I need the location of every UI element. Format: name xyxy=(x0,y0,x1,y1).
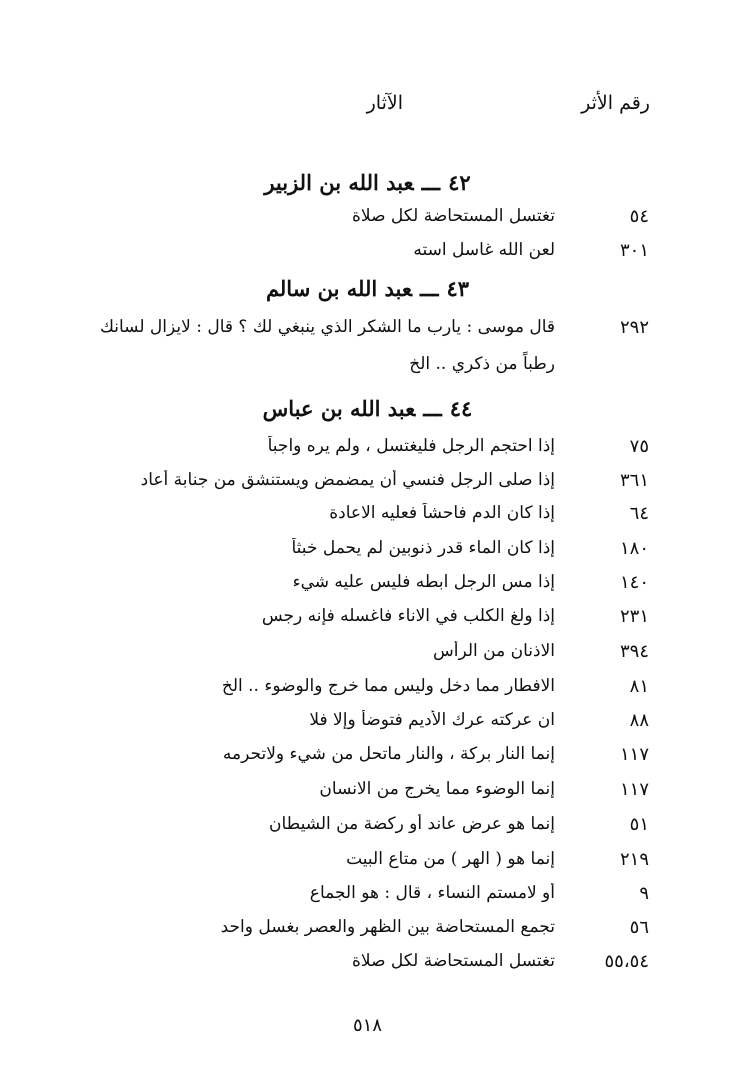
entry-row xyxy=(0,240,735,274)
entry-row xyxy=(0,206,735,240)
section-title: عبد الله بن الزبير xyxy=(264,170,414,195)
athar-text: إذا صلى الرجل فنسي أن يمضمض ويستنشق من جنابة أعاد xyxy=(140,470,555,490)
section-number: ٤٤ xyxy=(449,396,473,421)
athar-number: ١٨٠ xyxy=(619,538,649,559)
athar-number: ١١٧ xyxy=(619,744,649,765)
section-title: عبد الله بن عباس xyxy=(262,396,416,421)
athar-text: تجمع المستحاضة بين الظهر والعصر بغسل واحد xyxy=(220,917,555,937)
athar-number: ٣٠١ xyxy=(619,240,649,261)
section-heading-43 xyxy=(0,276,735,301)
athar-number: ٥١ xyxy=(629,814,649,835)
entry-row xyxy=(0,606,735,640)
entry-row xyxy=(0,710,735,744)
entry-row xyxy=(0,470,735,504)
athar-text: إذا كان الماء قدر ذنوبين لم يحمل خبثاً xyxy=(291,538,555,558)
athar-text: الافطار مما دخل وليس مما خرج والوضوء .. الخ xyxy=(221,676,555,696)
athar-number: ٩ xyxy=(639,883,649,904)
athar-number: ٢١٩ xyxy=(619,849,649,870)
athar-text: قال موسى : يارب ما الشكر الذي ينبغي لك ؟ قال : لايزال لسانك xyxy=(99,317,555,337)
athar-number: ١١٧ xyxy=(619,779,649,800)
athar-number: ٥٥،٥٤ xyxy=(604,951,649,972)
athar-number: ٥٤ xyxy=(629,206,649,227)
athar-text: إنما الوضوء مما يخرج من الانسان xyxy=(319,779,555,799)
athar-number: ٢٣١ xyxy=(619,606,649,627)
athar-text: إذا احتجم الرجل فليغتسل ، ولم يره واجباً xyxy=(267,436,555,456)
athar-number: ١٤٠ xyxy=(619,572,649,593)
athar-number: ٣٩٤ xyxy=(619,641,649,662)
entry-row xyxy=(0,779,735,813)
entry-row xyxy=(0,744,735,778)
section-heading-44 xyxy=(0,396,735,421)
section-heading-42 xyxy=(0,170,735,195)
section-title: عبد الله بن سالم xyxy=(265,276,413,301)
athar-text: الاذنان من الرأس xyxy=(433,641,555,661)
athar-text: إنما هو عرض عاند أو ركضة من الشيطان xyxy=(268,814,555,834)
entry-row xyxy=(0,951,735,985)
athar-text: أو لامستم النساء ، قال : هو الجماع xyxy=(309,883,555,903)
entry-row xyxy=(0,572,735,606)
athar-text-continuation: رطباً من ذكري .. الخ xyxy=(409,354,555,374)
athar-number: ٨١ xyxy=(629,676,649,697)
entry-row xyxy=(0,917,735,951)
athar-number: ٦٤ xyxy=(629,503,649,524)
athar-number: ٨٨ xyxy=(629,710,649,731)
athar-text: إذا مس الرجل ابطه فليس عليه شيء xyxy=(292,572,555,592)
entry-row xyxy=(0,503,735,537)
athar-text: تغتسل المستحاضة لكل صلاة xyxy=(352,951,555,971)
entry-row xyxy=(0,538,735,572)
athar-number: ٥٦ xyxy=(629,917,649,938)
entry-row xyxy=(0,814,735,848)
entry-row xyxy=(0,883,735,917)
athar-text: إذا ولغ الكلب في الاناء فاغسله فإنه رجس xyxy=(261,606,555,626)
section-dash: ـــ xyxy=(423,396,442,421)
section-dash: ـــ xyxy=(420,276,439,301)
entry-row xyxy=(0,436,735,470)
section-number: ٤٢ xyxy=(448,170,471,195)
athar-text: إنما النار بركة ، والنار ماتحل من شيء ولاتحرمه xyxy=(222,744,555,764)
column-header-athar: الآثار xyxy=(366,92,403,114)
athar-text: لعن الله غاسل استه xyxy=(413,240,555,260)
entry-row xyxy=(0,849,735,883)
athar-text: إذا كان الدم فاحشاً فعليه الاعادة xyxy=(329,503,555,523)
athar-number: ٢٩٢ xyxy=(619,317,649,338)
section-number: ٤٣ xyxy=(446,276,470,301)
entry-row xyxy=(0,641,735,675)
athar-text: تغتسل المستحاضة لكل صلاة xyxy=(352,206,555,226)
entry-row xyxy=(0,317,735,351)
athar-text: ان عركته عرك الأديم فتوضأ وإلا فلا xyxy=(309,710,555,730)
column-header-number: رقم الأثر xyxy=(581,92,650,114)
athar-number: ٣٦١ xyxy=(619,470,649,491)
page-number: ٥١٨ xyxy=(352,1015,382,1036)
athar-text: إنما هو ( الهر ) من متاع البيت xyxy=(346,849,555,869)
athar-number: ٧٥ xyxy=(629,436,649,457)
entry-row xyxy=(0,676,735,710)
section-dash: ـــ xyxy=(421,170,441,195)
